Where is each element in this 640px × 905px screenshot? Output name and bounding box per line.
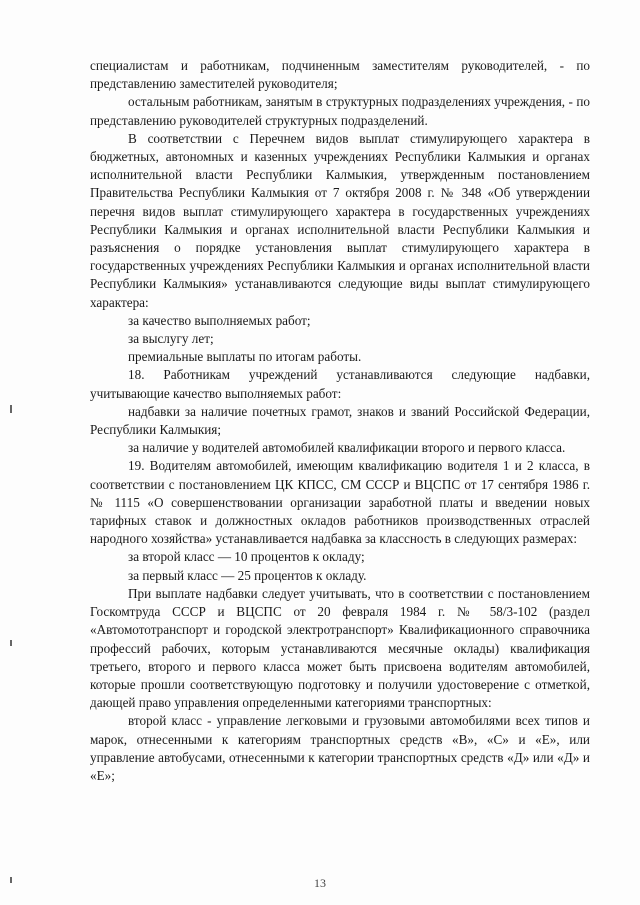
paragraph: 19. Водителям автомобилей, имеющим квалификацию водителя 1 и 2 класса, в соответствии с постановлением ЦК КПСС, СМ СССР и ВЦСПС от 17 сентября 1986 г. № 1115 «О совершенствовании организации заработной платы и введении новых тарифных ставок и должностных окладов работников производственных отраслей народного хозяйства» устанавливается надбавка за классность в следующих размерах:: [90, 458, 590, 547]
paragraph: второй класс - управление легковыми и грузовыми автомобилями всех типов и марок, отнесенными к категориям транспортных средств «В», «С» и «Е», или управление автобусами, отнесенными к категории транспортных средств «Д» или «Д» и «Е»;: [90, 713, 590, 783]
paragraph: за наличие у водителей автомобилей квалификации второго и первого класса.: [128, 440, 566, 456]
document-body: [90, 57, 590, 785]
paragraph: 18. Работникам учреждений устанавливаются следующие надбавки, учитывающие качество выполняемых работ:: [90, 367, 590, 401]
page-number: 13: [314, 876, 326, 890]
paragraph: надбавки за наличие почетных грамот, знаков и званий Российской Федерации, Республики Калмыкия;: [90, 403, 590, 438]
list-item: за качество выполняемых работ;: [128, 312, 311, 328]
list-item: за первый класс — 25 процентов к окладу.: [128, 567, 367, 583]
list-item: премиальные выплаты по итогам работы.: [128, 349, 362, 365]
paragraph: При выплате надбавки следует учитывать, что в соответствии с постановлением Госкомтруда СССР и ВЦСПС от 20 февраля 1984 г. № 58/3-102 (раздел «Автомототранспорт и городской электротранспорт» Квалификационного справочника профессий рабочих, которым устанавливаются месячные оклады) квалификация третьего, второго и первого класса может быть присвоена водителям автомобилей, которые прошли соответствующую подготовку и получили удостоверение с отметкой, дающей право управления определенными категориями транспортных:: [90, 585, 590, 711]
list-item: за второй класс — 10 процентов к окладу;: [128, 549, 365, 565]
paragraph: специалистам и работникам, подчиненным заместителям руководителей, - по представлению заместителей руководителя;: [90, 58, 590, 92]
paragraph: остальным работникам, занятым в структурных подразделениях учреждения, - по представлению руководителей структурных подразделений.: [90, 94, 590, 128]
scan-edge-mark: [10, 640, 12, 646]
paragraph: В соответствии с Перечнем видов выплат стимулирующего характера в бюджетных, автономных и казенных учреждениях Республики Калмыкия и органах исполнительной власти Республики Калмыкия, утвержденным постановлением Правительства Республики Калмыкия от 7 октября 2008 г. № 348 «Об утверждении перечня видов выплат стимулирующего характера в государственных учреждениях Республики Калмыкия и органах исполнительной власти Республики Калмыкия и разъяснения о порядке установления выплат стимулирующего характера в государственных учреждениях Республики Калмыкия и органах исполнительной власти Республики Калмыкия» устанавливаются следующие виды выплат стимулирующего характера:: [90, 130, 590, 310]
scan-edge-mark: [10, 405, 12, 413]
list-item: за выслугу лет;: [128, 331, 214, 347]
